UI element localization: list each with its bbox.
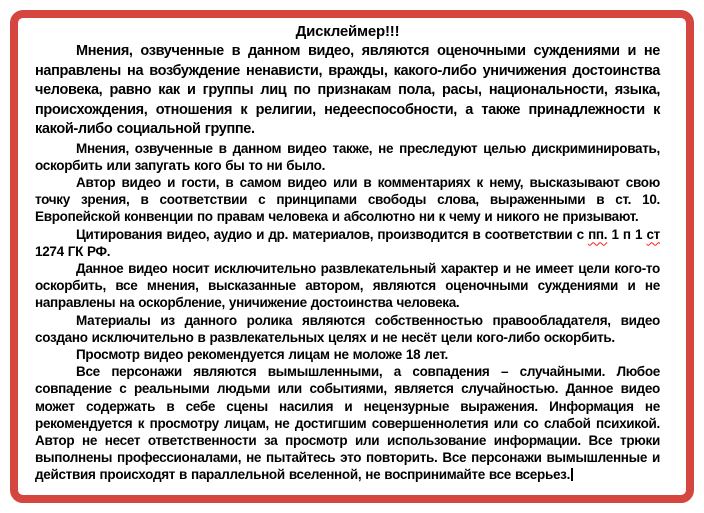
- disclaimer-paragraph-citation[interactable]: [35, 226, 660, 260]
- disclaimer-paragraph-age-restriction[interactable]: Просмотр видео рекомендуется лицам не моложе 18 лет.: [76, 346, 448, 362]
- document-title[interactable]: Дисклеймер!!!: [295, 23, 400, 40]
- citation-text-segment: Цитирования видео, аудио и др. материалов, производится в соответствии с: [76, 226, 589, 242]
- disclaimer-paragraph-opinions[interactable]: Мнения, озвученные в данном видео, являются оценочными суждениями и не направлены на возбуждение ненависти, вражды, какого-либо уничижения достоинства человека, равно как и группы лиц по признакам пола, расы, национальности, языка, происхождения, отношения к религии, недееспособности, а также принадлежности к какой-либо социальной группе.: [35, 43, 660, 137]
- red-border-frame: [10, 10, 694, 503]
- document-page[interactable]: [18, 18, 686, 495]
- disclaimer-paragraph-free-speech[interactable]: Автор видео и гости, в самом видео или в комментариях к нему, высказывают свою точку зрения, в соответствии с принципами свободы слова, выраженными в ст. 10. Европейской конвенции по правам человека и абсолютно ни к чему и никого не призывают.: [35, 174, 660, 225]
- citation-text-segment: 1 п 1: [607, 226, 647, 242]
- spellcheck-flagged-word: ст: [646, 226, 660, 242]
- spellcheck-flagged-word: пп.: [588, 226, 608, 242]
- disclaimer-paragraph-no-discrimination[interactable]: Мнения, озвученные в данном видео также, не преследуют целью дискриминировать, оскорбить или запугать кого бы то ни было.: [35, 140, 660, 173]
- disclaimer-paragraph-entertainment[interactable]: Данное видео носит исключительно развлекательный характер и не имеет цели кого-то оскорбить, все мнения, высказанные автором, являются оценочными суждениями и не направлены на оскорбление, уничижение достоинства человека.: [35, 260, 660, 311]
- text-caret: [571, 468, 573, 481]
- disclaimer-paragraph-fictional[interactable]: [35, 363, 660, 483]
- disclaimer-paragraph-copyright[interactable]: Материалы из данного ролика являются собственностью правообладателя, видео создано исключительно в развлекательных целях и не несёт цели кого-либо оскорбить.: [35, 312, 660, 345]
- citation-text-segment: 1274 ГК РФ.: [35, 243, 111, 259]
- fictional-paragraph-text: Все персонажи являются вымышленными, а совпадения – случайными. Любое совпадение с реальными людьми или событиями, является случайностью. Данное видео может содержать в себе сцены насилия и нецензурные выражения. Информация не рекомендуется к просмотру лицам, не достигшим совершеннолетия или со слабой психикой. Автор не несет ответственности за просмотр или использование информации. Все трюки выполнены профессионалами, не пытайтесь это повторить. Все персонажи вымышленные и действия происходят в параллельной вселенной, не воспринимайте все всерьез.: [35, 364, 660, 483]
